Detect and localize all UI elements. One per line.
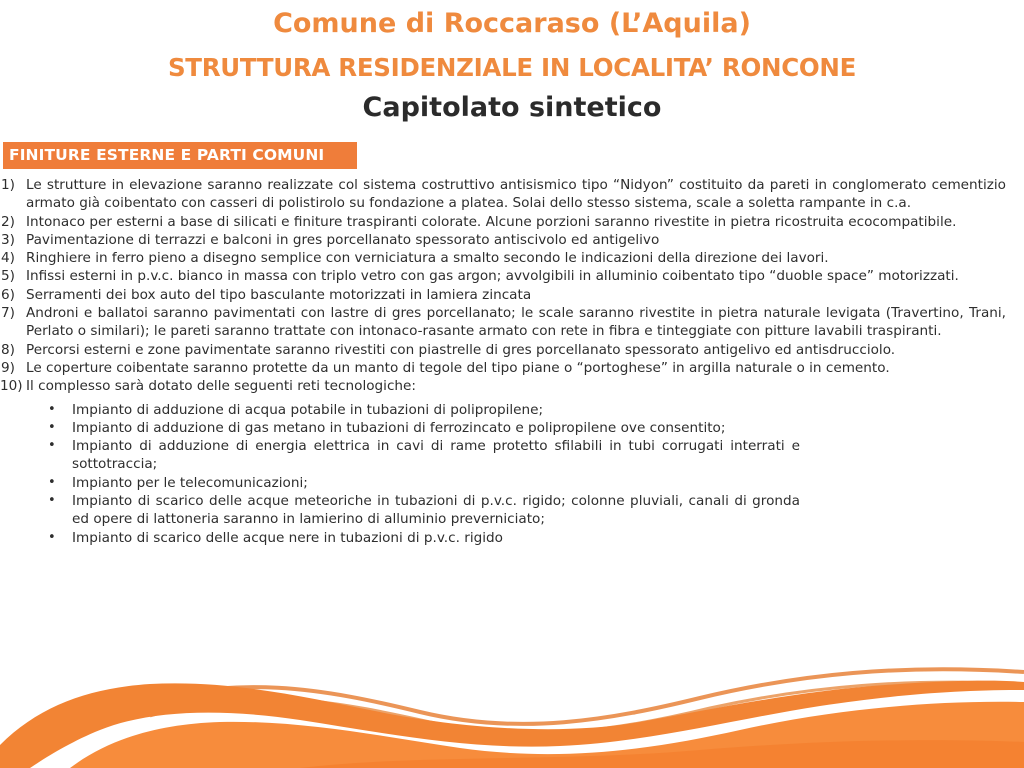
decorative-wave-footer (0, 650, 1024, 768)
item-text: Intonaco per esterni a base di silicati e finiture traspiranti colorate. Alcune porzioni saranno rivestite in pietra ricostruita ecocompatibile. (26, 213, 957, 230)
bullet-text: Impianto per le telecomunicazioni; (72, 474, 308, 491)
bullet-icon: • (48, 493, 56, 509)
bullet-item (0, 474, 800, 492)
item-number: 8) (1, 341, 15, 358)
item-text: Androni e ballatoi saranno pavimentati con lastre di gres porcellanato; le scale saranno rivestite in pietra naturale levigata (Travertino, Trani, Perlato o similari); le pareti saranno trattate con intonaco-rasante armato con rete in fibra e tinteggiate con pitture lavabili traspiranti. (26, 305, 1006, 340)
item-number: 9) (1, 359, 15, 376)
item-number: 7) (1, 305, 15, 322)
bullet-icon: • (48, 474, 56, 490)
document-subtitle: STRUTTURA RESIDENZIALE IN LOCALITA’ RONCONE (167, 53, 857, 82)
item-number: 5) (1, 268, 15, 285)
list-item (0, 267, 1024, 285)
list-item (0, 341, 1024, 359)
section-label: FINITURE ESTERNE E PARTI COMUNI (3, 142, 357, 169)
item-text: Infissi esterni in p.v.c. bianco in massa con triplo vetro con gas argon; avvolgibili in alluminio coibentato tipo “duoble space” motorizzati. (26, 268, 959, 285)
item-number: 6) (1, 286, 15, 303)
list-item (0, 249, 1024, 267)
item-number: 3) (1, 231, 15, 248)
bullet-item (0, 529, 800, 547)
item-text: Percorsi esterni e zone pavimentate saranno rivestiti con piastrelle di gres porcellanato spessorato antigelivo ed antisdrucciolo. (26, 341, 896, 358)
specification-list (0, 176, 1024, 547)
bullet-text: Impianto di scarico delle acque meteoriche in tubazioni di p.v.c. rigido; colonne pluviali, canali di gronda ed opere di lattoneria saranno in lamierino di alluminio preverniciato; (72, 493, 800, 528)
item-text: Le coperture coibentate saranno protette da un manto di tegole del tipo piane o “portoghese” in argilla naturale o in cemento. (26, 359, 890, 376)
bullet-item (0, 401, 800, 419)
bullet-text: Impianto di adduzione di acqua potabile in tubazioni di polipropilene; (72, 401, 544, 418)
list-item (0, 377, 1024, 395)
list-item (0, 286, 1024, 304)
bullet-icon: • (48, 419, 56, 435)
list-item (0, 176, 1024, 213)
bullet-icon: • (48, 438, 56, 454)
list-item (0, 359, 1024, 377)
document-title: Comune di Roccaraso (L’Aquila) (273, 8, 751, 39)
bullet-text: Impianto di adduzione di energia elettrica in cavi di rame protetto sfilabili in tubi corrugati interrati e sottotraccia; (72, 438, 800, 473)
item-number: 10) (0, 378, 23, 395)
document-heading: Capitolato sintetico (362, 92, 662, 123)
bullet-item (0, 437, 800, 474)
bullet-text: Impianto di scarico delle acque nere in tubazioni di p.v.c. rigido (72, 529, 503, 546)
technology-networks-list (0, 401, 800, 547)
list-item (0, 231, 1024, 249)
bullet-icon: • (48, 401, 56, 417)
item-number: 2) (1, 213, 15, 230)
bullet-icon: • (48, 529, 56, 545)
bullet-item (0, 492, 800, 529)
list-item (0, 213, 1024, 231)
bullet-text: Impianto di adduzione di gas metano in tubazioni di ferrozincato e polipropilene ove consentito; (72, 419, 726, 436)
item-text: Ringhiere in ferro pieno a disegno semplice con verniciatura a smalto secondo le indicazioni della direzione dei lavori. (26, 250, 829, 267)
item-text: Il complesso sarà dotato delle seguenti reti tecnologiche: (26, 378, 416, 395)
item-number: 1) (1, 177, 15, 193)
item-number: 4) (1, 250, 15, 267)
item-text: Pavimentazione di terrazzi e balconi in gres porcellanato spessorato antiscivolo ed antigelivo (26, 231, 660, 248)
item-text: Serramenti dei box auto del tipo basculante motorizzati in lamiera zincata (26, 286, 532, 303)
list-item (0, 304, 1024, 341)
bullet-item (0, 419, 800, 437)
item-text: Le strutture in elevazione saranno realizzate col sistema costruttivo antisismico tipo “Nidyon” costituito da pareti in conglomerato cementizio armato già coibentato con casseri di polistirolo su fondazione a platea. Solai dello stesso sistema, scale a soletta rampante in c.a. (26, 177, 1006, 212)
